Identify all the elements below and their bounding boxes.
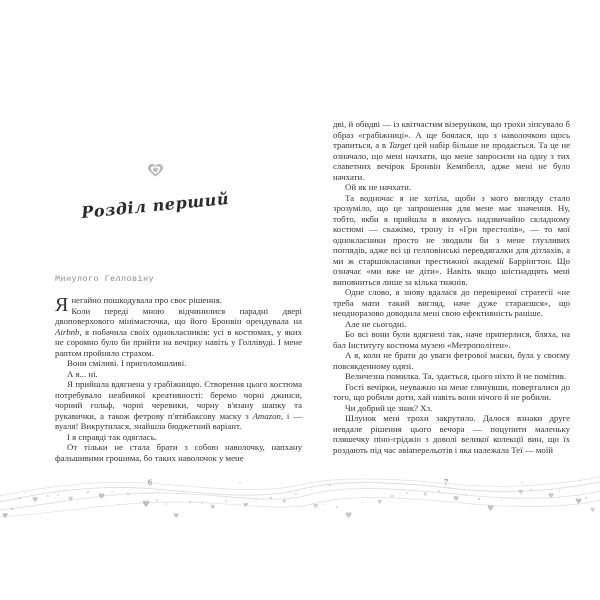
chapter-dateline: Минулого Гелловіну [55, 274, 155, 284]
paragraph: Величезна помилка. Та, здається, цього ніхто й не помітив. [345, 371, 567, 381]
italic-term: Target [388, 140, 411, 150]
garland-hearts [2, 489, 595, 520]
paragraph: Гості вечірки, неуважно на мене глянувши, поверталися до того, що робили доти, хай навіть вони нічого й не робили. [333, 381, 570, 402]
svg-text:♥: ♥ [548, 492, 555, 500]
paragraph: А я... ні. [67, 368, 98, 379]
italic-term: Airbnb [55, 326, 80, 337]
svg-text:♥: ♥ [590, 507, 596, 514]
heart-ornament-icon [145, 163, 166, 183]
paragraph: Одне слово, я знову вдалася до перевіреної стратегії «не треба мати такий вигляд, наче дуже стараєшся», що неодноразово доводила мені свою ефективність раніше. [333, 287, 570, 318]
page-number-left: 6 [148, 478, 152, 487]
svg-text:♥: ♥ [487, 504, 495, 513]
page-number-right: 7 [444, 478, 448, 487]
svg-text:♥: ♥ [98, 492, 106, 501]
chapter-heading [55, 0, 255, 223]
right-page-text [333, 119, 570, 455]
svg-text:♥: ♥ [377, 499, 383, 506]
svg-text:♥: ♥ [32, 496, 39, 504]
paragraph: дві, й обидві — із квітчастим візерунком, що трохи зіпсувало б образ «грабіжниці». А ще боялася, що з наволочкою щось трапиться, а в Target цей набір більше не продається. Та це не означало, що мені начхати, що мене запросили на одну з тих славетних вечірок Бронвін Кемпбелл, адже мені не було начхати. [333, 119, 571, 182]
svg-text:♥: ♥ [68, 496, 74, 503]
paragraph: І я справді так одяглась. [67, 431, 157, 442]
svg-text:♥: ♥ [173, 512, 180, 520]
left-page-text [55, 295, 302, 463]
paragraph: Чи добрий це знак? Хз. [345, 402, 433, 413]
italic-term: Amazon [252, 410, 281, 421]
svg-text:♥: ♥ [423, 492, 428, 498]
svg-text:♥: ♥ [2, 512, 9, 520]
paragraph: Та водночас я не хотіла, щоби з мого вигляду стало зрозуміло, що це запрошення для мене має значення. Ну, тобто, якби я прийшла в якомусь надзвичайно складному костюмі — скажімо, трону із «Гри престолів», — то мої однокласники просто не зводили би з мене глузливих поглядів, адже всі ці гелловінські перевдягалки для дітлахів, а ми ж старшокласники престижної академії Баррінгтон. Що означає «ми вже не діти». Навіть якщо шістнадцять мені виповниться лише за кілька тижнів. [333, 192, 570, 287]
paragraph: От тільки не стала брати з собою наволочку, напхану фальшивими грошима, бо таких наволочок у мене [55, 442, 302, 463]
paragraph: Коли переді мною відчинилися парадні двері двоповерхового мінімаєточка, що його Бронвін орендувала на Airbnb, я побачила своїх однокласників: усі в костюмах, у яких не соромно було би прийти на вечірку навіть у Голлівуді. І мене раптом пройняло страхом. [55, 305, 302, 358]
paragraph: Ой як не начхати. [345, 182, 411, 192]
svg-text:♥: ♥ [282, 499, 287, 505]
svg-text:♥: ♥ [243, 502, 249, 509]
paragraph: негайно пошкодувала про своє рішення. [71, 295, 222, 305]
page-right [333, 119, 570, 455]
svg-text:♥: ♥ [345, 511, 353, 520]
paragraph: Я прийшла вдягнена у грабіжницю. Створення цього костюма потребувало неабиякої креативності: беремо чорні джинси, чорний гольф, чорні черевики, чорну в'язану шапку та рукавички, а також фетрову п'ятибаксову маску з Amazon, і — вуаля! Викрутилася, знайшла бюджетний варіант. [55, 379, 302, 431]
svg-text:♥: ♥ [210, 504, 216, 511]
svg-text:♥: ♥ [575, 497, 583, 506]
svg-text:♥: ♥ [518, 489, 524, 496]
paragraph: Шлунок мені трохи закрутило. Далося взнаки друге невдале рішення цього вечора — поцупити маленьку пляшечку піно-гріджіо з доволі великої колекції вин, що їх роздають під час авіаперельотів і яка належала Теї — моїй [333, 413, 570, 455]
svg-text:♥: ♥ [453, 495, 460, 503]
svg-text:♥: ♥ [313, 503, 319, 510]
drop-cap: Я [55, 294, 69, 316]
heart-garland-decoration [0, 476, 600, 528]
chapter-title: Розділ перший [80, 188, 230, 223]
paragraph: Вони сміливі. І приголомшливі. [67, 358, 187, 368]
paragraph: Але не сьогодні. [345, 318, 407, 329]
paragraph: Бо всі вони були вдягнені так, наче приперлися, бляха, на бал Інституту костюма музею «Метрополітен». [333, 329, 570, 350]
paragraph: А я, коли не брати до уваги фетрової маски, була у своєму повсякденному одязі. [333, 350, 570, 371]
page-left [55, 0, 302, 463]
svg-text:♥: ♥ [142, 500, 151, 510]
